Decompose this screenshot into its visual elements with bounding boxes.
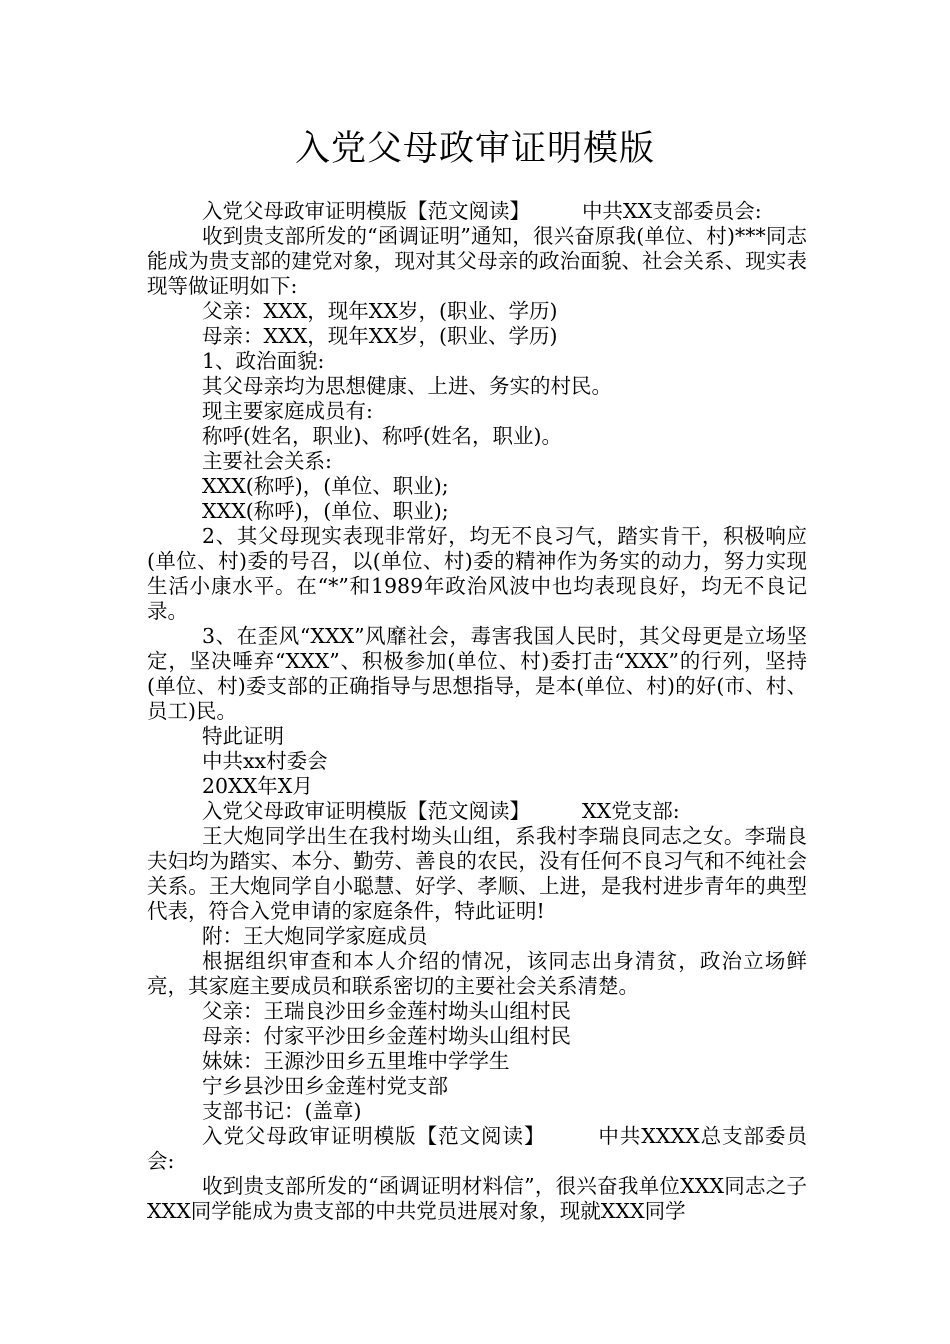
document-title: 入党父母政审证明模版: [294, 129, 655, 169]
paragraph-heading-2-left: 入党父母政审证明模版【范文阅读】: [202, 799, 530, 823]
paragraph: 现主要家庭成员有:: [202, 399, 373, 423]
paragraph: 其父母亲均为思想健康、上进、务实的村民。: [202, 374, 612, 398]
paragraph: 宁乡县沙田乡金莲村党支部: [202, 1074, 448, 1098]
paragraph: 父亲：王瑞良沙田乡金莲村坳头山组村民: [202, 999, 571, 1023]
paragraph: 支部书记：(盖章): [202, 1099, 362, 1123]
paragraph: XXX(称呼)，(单位、职业);: [202, 474, 449, 498]
paragraph: 特此证明: [202, 724, 284, 748]
paragraph: XXX(称呼)，(单位、职业);: [202, 499, 449, 523]
paragraph-heading-1: [147, 199, 807, 224]
paragraph: 父亲：XXX，现年XX岁，(职业、学历): [202, 299, 558, 323]
paragraph: 主要社会关系:: [202, 449, 332, 473]
paragraph: 收到贵支部所发的“函调证明材料信”，很兴奋我单位XXX同志之子XXX同学能成为贵支部的中共党员进展对象，现就XXX同学: [147, 1174, 807, 1223]
paragraph-heading-1-right: 中共XX支部委员会:: [582, 199, 762, 223]
paragraph: 称呼(姓名，职业)、称呼(姓名，职业)。: [202, 424, 562, 448]
paragraph: 附：王大炮同学家庭成员: [202, 924, 428, 948]
paragraph: 母亲：付家平沙田乡金莲村坳头山组村民: [202, 1024, 571, 1048]
paragraph: 中共xx村委会: [202, 749, 328, 773]
paragraph-heading-2: [147, 799, 807, 824]
paragraph: 根据组织审查和本人介绍的情况，该同志出身清贫，政治立场鲜亮，其家庭主要成员和联系密切的主要社会关系清楚。: [147, 949, 807, 998]
document-body: [147, 199, 807, 1224]
paragraph: 妹妹：王源沙田乡五里堆中学学生: [202, 1049, 510, 1073]
paragraph: 1、政治面貌:: [202, 349, 325, 373]
paragraph: 3、在歪风“XXX”风靡社会，毒害我国人民时，其父母更是立场坚定，坚决唾弃“XXX”、积极参加(单位、村)委打击“XXX”的行列，坚持(单位、村)委支部的正确指导与思想指导，是本(单位、村)的好(市、村、员工)民。: [147, 624, 807, 723]
paragraph-heading-3: [147, 1124, 807, 1174]
paragraph-heading-3-left: 入党父母政审证明模版【范文阅读】: [202, 1124, 546, 1148]
paragraph-heading-3-right: 中共XXXX总支部委员会:: [147, 1124, 807, 1173]
paragraph: 收到贵支部所发的“函调证明”通知，很兴奋原我(单位、村)***同志能成为贵支部的建党对象，现对其父母亲的政治面貌、社会关系、现实表现等做证明如下:: [147, 224, 807, 298]
paragraph: 2、其父母现实表现非常好，均无不良习气，踏实肯干，积极响应(单位、村)委的号召，以(单位、村)委的精神作为务实的动力，努力实现生活小康水平。在“*”和1989年政治风波中也均表现良好，均无不良记录。: [147, 524, 807, 623]
paragraph: 20XX年X月: [202, 774, 313, 798]
paragraph-heading-1-left: 入党父母政审证明模版【范文阅读】: [202, 199, 530, 223]
paragraph: 母亲：XXX，现年XX岁，(职业、学历): [202, 324, 558, 348]
paragraph: 王大炮同学出生在我村坳头山组，系我村李瑞良同志之女。李瑞良夫妇均为踏实、本分、勤劳、善良的农民，没有任何不良习气和不纯社会关系。王大炮同学自小聪慧、好学、孝顺、上进，是我村进步青年的典型代表，符合入党申请的家庭条件，特此证明!: [147, 824, 807, 923]
paragraph-heading-2-right: XX党支部:: [582, 799, 680, 823]
